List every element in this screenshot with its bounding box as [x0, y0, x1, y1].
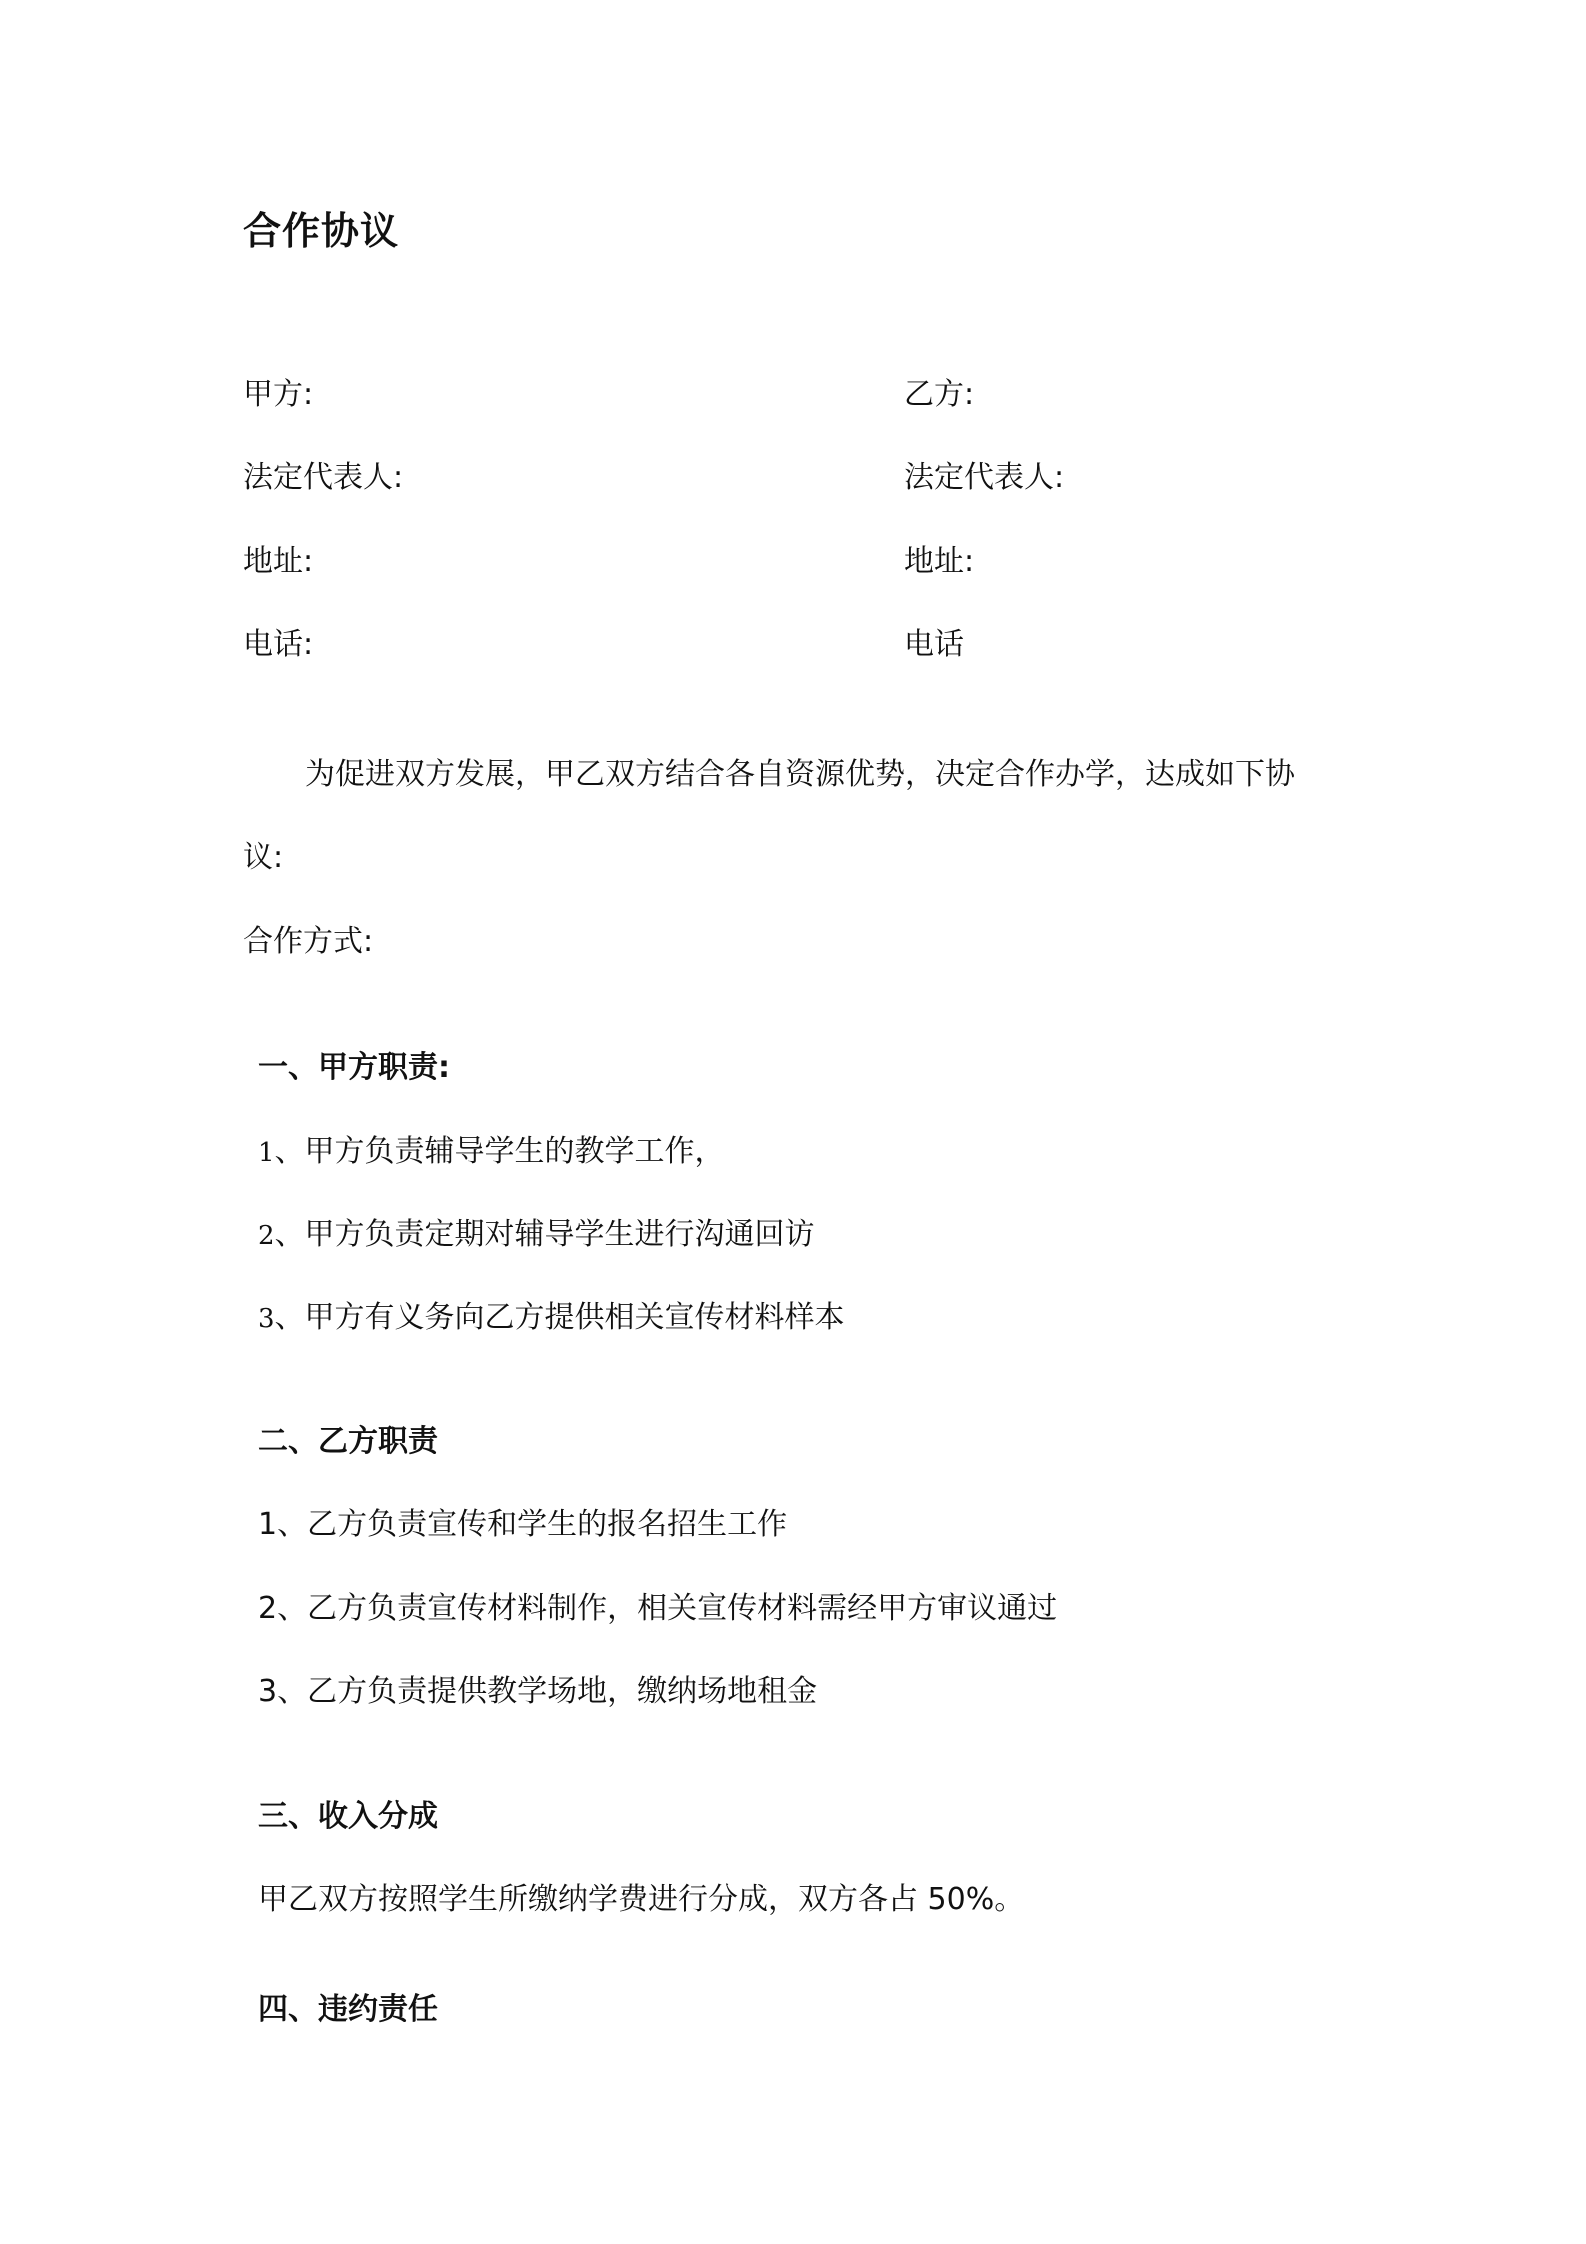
- item-text: 、乙方负责宣传和学生的报名招生工作: [277, 1507, 788, 1542]
- section-1-item-1: [258, 1132, 725, 1173]
- item-number: 1: [258, 1138, 275, 1168]
- item-number: 2: [258, 1591, 278, 1626]
- party-a-address-label: 地址:: [243, 544, 314, 579]
- item-text: 、乙方负责宣传材料制作，相关宣传材料需经甲方审议通过: [277, 1591, 1058, 1626]
- item-text: 、甲方负责辅导学生的教学工作，: [274, 1134, 725, 1169]
- item-number: 3: [258, 1304, 275, 1334]
- party-b-phone-label: 电话: [904, 627, 964, 662]
- cooperation-mode-label: 合作方式:: [243, 924, 374, 959]
- party-a-phone-label: 电话:: [243, 627, 314, 662]
- item-text: 、甲方有义务向乙方提供相关宣传材料样本: [274, 1300, 845, 1335]
- party-b-label: 乙方:: [904, 377, 975, 412]
- section-2-item-3: [258, 1672, 817, 1712]
- intro-line-1: 为促进双方发展，甲乙双方结合各自资源优势，决定合作办学，达成如下协: [305, 757, 1295, 792]
- item-text: 、甲方负责定期对辅导学生进行沟通回访: [274, 1217, 815, 1252]
- section-1-item-3: [258, 1298, 845, 1339]
- item-number: 3: [258, 1674, 278, 1709]
- party-a-label: 甲方:: [243, 377, 314, 412]
- item-number: 2: [258, 1221, 275, 1251]
- intro-line-2: 议:: [243, 840, 284, 875]
- item-number: 1: [258, 1507, 278, 1542]
- section-1-item-2: [258, 1215, 815, 1256]
- document-title: 合作协议: [243, 209, 400, 253]
- section-2-item-2: [258, 1589, 1057, 1629]
- party-a-rep-label: 法定代表人:: [243, 460, 404, 495]
- party-b-rep-label: 法定代表人:: [904, 460, 1065, 495]
- section-1-heading: 一、甲方职责:: [258, 1050, 450, 1085]
- party-b-address-label: 地址:: [904, 544, 975, 579]
- item-text: 、乙方负责提供教学场地，缴纳场地租金: [277, 1674, 818, 1709]
- section-2-item-1: [258, 1505, 787, 1545]
- section-3-body: 甲乙双方按照学生所缴纳学费进行分成，双方各占 50%。: [258, 1882, 1025, 1917]
- section-4-heading: 四、违约责任: [258, 1992, 438, 2027]
- section-3-heading: 三、收入分成: [258, 1799, 438, 1834]
- section-2-heading: 二、乙方职责: [258, 1424, 438, 1459]
